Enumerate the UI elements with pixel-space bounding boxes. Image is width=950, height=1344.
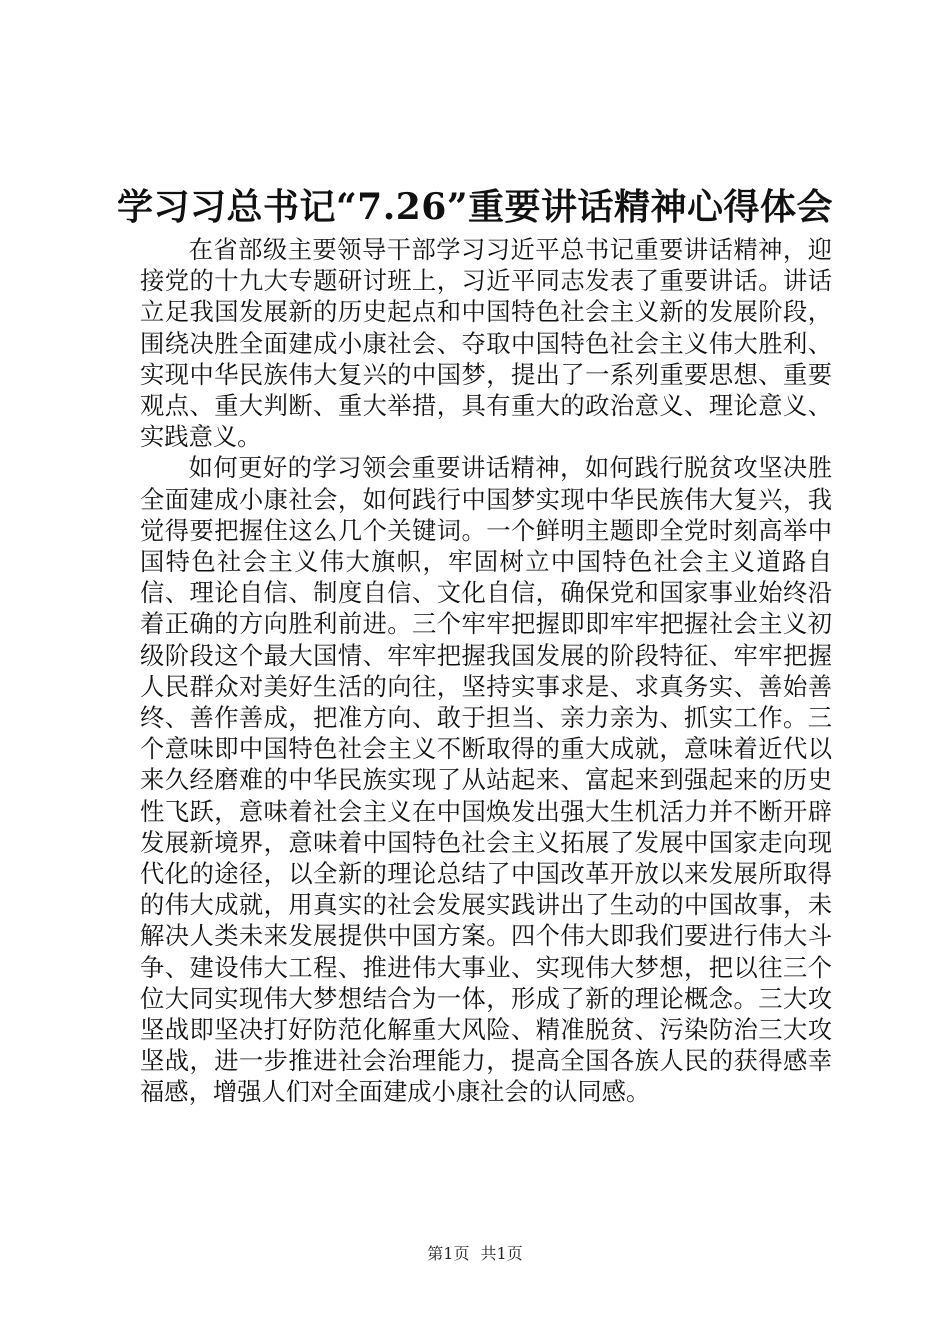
paragraph-1: 在省部级主要领导干部学习习近平总书记重要讲话精神，迎接党的十九大专题研讨班上，习近平同志发表了重要讲话。讲话立足我国发展新的历史起点和中国特色社会主义新的发展阶段，围绕决胜全面建成小康社会、夺取中国特色社会主义伟大胜利、实现中华民族伟大复兴的中国梦，提出了一系列重要思想、重要观点、重大判断、重大举措，具有重大的政治意义、理论意义、实践意义。 [140, 235, 832, 452]
document-title: 学习习总书记“7.26”重要讲话精神心得体会 [116, 186, 834, 228]
paragraph-2: 如何更好的学习领会重要讲话精神，如何践行脱贫攻坚决胜全面建成小康社会，如何践行中国梦实现中华民族伟大复兴，我觉得要把握住这么几个关键词。一个鲜明主题即全党时刻高举中国特色社会主义伟大旗帜，牢固树立中国特色社会主义道路自信、理论自信、制度自信、文化自信，确保党和国家事业始终沿着正确的方向胜利前进。三个牢牢把握即即牢牢把握社会主义初级阶段这个最大国情、牢牢把握我国发展的阶段特征、牢牢把握人民群众对美好生活的向往，坚持实事求是、求真务实、善始善终、善作善成，把准方向、敢于担当、亲力亲为、抓实工作。三个意味即中国特色社会主义不断取得的重大成就，意味着近代以来久经磨难的中华民族实现了从站起来、富起来到强起来的历史性飞跃，意味着社会主义在中国焕发出强大生机活力并不断开辟发展新境界，意味着中国特色社会主义拓展了发展中国家走向现代化的途径，以全新的理论总结了中国改革开放以来发展所取得的伟大成就，用真实的社会发展实践讲出了生动的中国故事，未解决人类未来发展提供中国方案。四个伟大即我们要进行伟大斗争、建设伟大工程、推进伟大事业、实现伟大梦想，把以往三个位大同实现伟大梦想结合为一体，形成了新的理论概念。三大攻坚战即坚决打好防范化解重大风险、精准脱贫、污染防治三大攻坚战，进一步推进社会治理能力，提高全国各族人民的获得感幸福感，增强人们对全面建成小康社会的认同感。 [140, 453, 832, 1107]
page-total: 共1页 [480, 1244, 523, 1263]
document-body [140, 234, 832, 1108]
page-footer [0, 1243, 950, 1265]
page-number: 第1页 [427, 1244, 470, 1263]
